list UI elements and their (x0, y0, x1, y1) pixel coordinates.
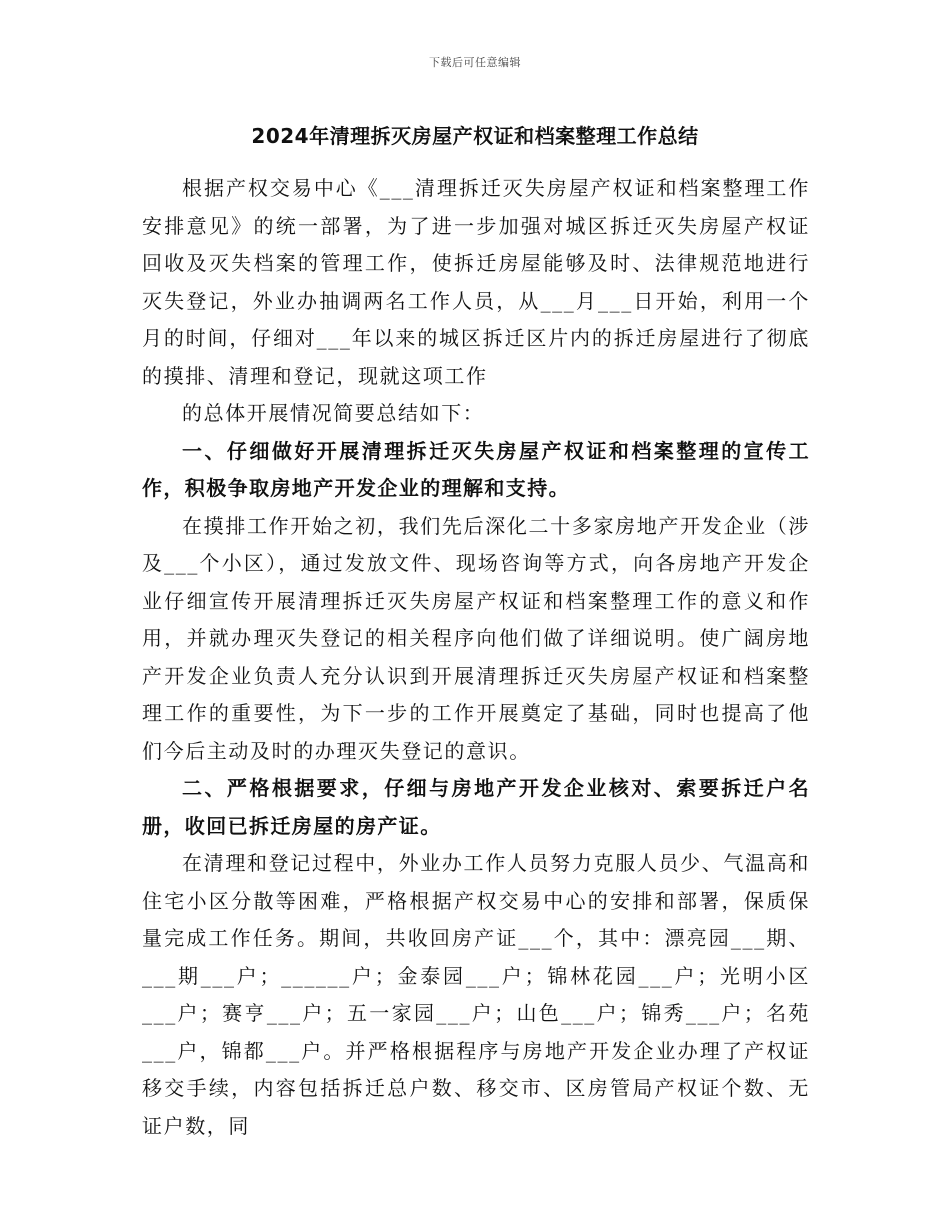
section-heading-1: 一、仔细做好开展清理拆迁灭失房屋产权证和档案整理的宣传工作，积极争取房地产开发企业的理解和支持。 (142, 438, 810, 500)
document-title: 2024年清理拆灭房屋产权证和档案整理工作总结 (251, 124, 699, 148)
paragraph-intro-continued: 的总体开展情况简要总结如下： (182, 401, 485, 425)
paragraph-section-2: 在清理和登记过程中，外业办工作人员努力克服人员少、气温高和住宅小区分散等困难，严格根据产权交易中心的安排和部署，保质保量完成工作任务。期间，共收回房产证___个，其中：漂亮园___期、___期___户；______户；金泰园___户；锦林花园___户；光明小区___户；赛亨___户；五一家园___户；山色___户；锦秀___户；名苑___户，锦都___户。并严格根据程序与房地产开发企业办理了产权证移交手续，内容包括拆迁总户数、移交市、区房管局产权证个数、无证户数，同 (142, 851, 810, 1138)
page-header-note: 下载后可任意编辑 (429, 56, 521, 69)
section-heading-2: 二、严格根据要求，仔细与房地产开发企业核对、索要拆迁户名册，收回已拆迁房屋的房产证。 (142, 776, 810, 838)
document-body (142, 170, 810, 1145)
paragraph-intro: 根据产权交易中心《___清理拆迁灭失房屋产权证和档案整理工作安排意见》的统一部署，为了进一步加强对城区拆迁灭失房屋产权证回收及灭失档案的管理工作，使拆迁房屋能够及时、法律规范地进行灭失登记，外业办抽调两名工作人员，从___月___日开始，利用一个月的时间，仔细对___年以来的城区拆迁区片内的拆迁房屋进行了彻底的摸排、清理和登记，现就这项工作 (142, 176, 810, 388)
paragraph-section-1: 在摸排工作开始之初，我们先后深化二十多家房地产开发企业（涉及___个小区），通过发放文件、现场咨询等方式，向各房地产开发企业仔细宣传开展清理拆迁灭失房屋产权证和档案整理工作的意义和作用，并就办理灭失登记的相关程序向他们做了详细说明。使广阔房地产开发企业负责人充分认识到开展清理拆迁灭失房屋产权证和档案整理工作的重要性，为下一步的工作开展奠定了基础，同时也提高了他们今后主动及时的办理灭失登记的意识。 (142, 513, 810, 763)
